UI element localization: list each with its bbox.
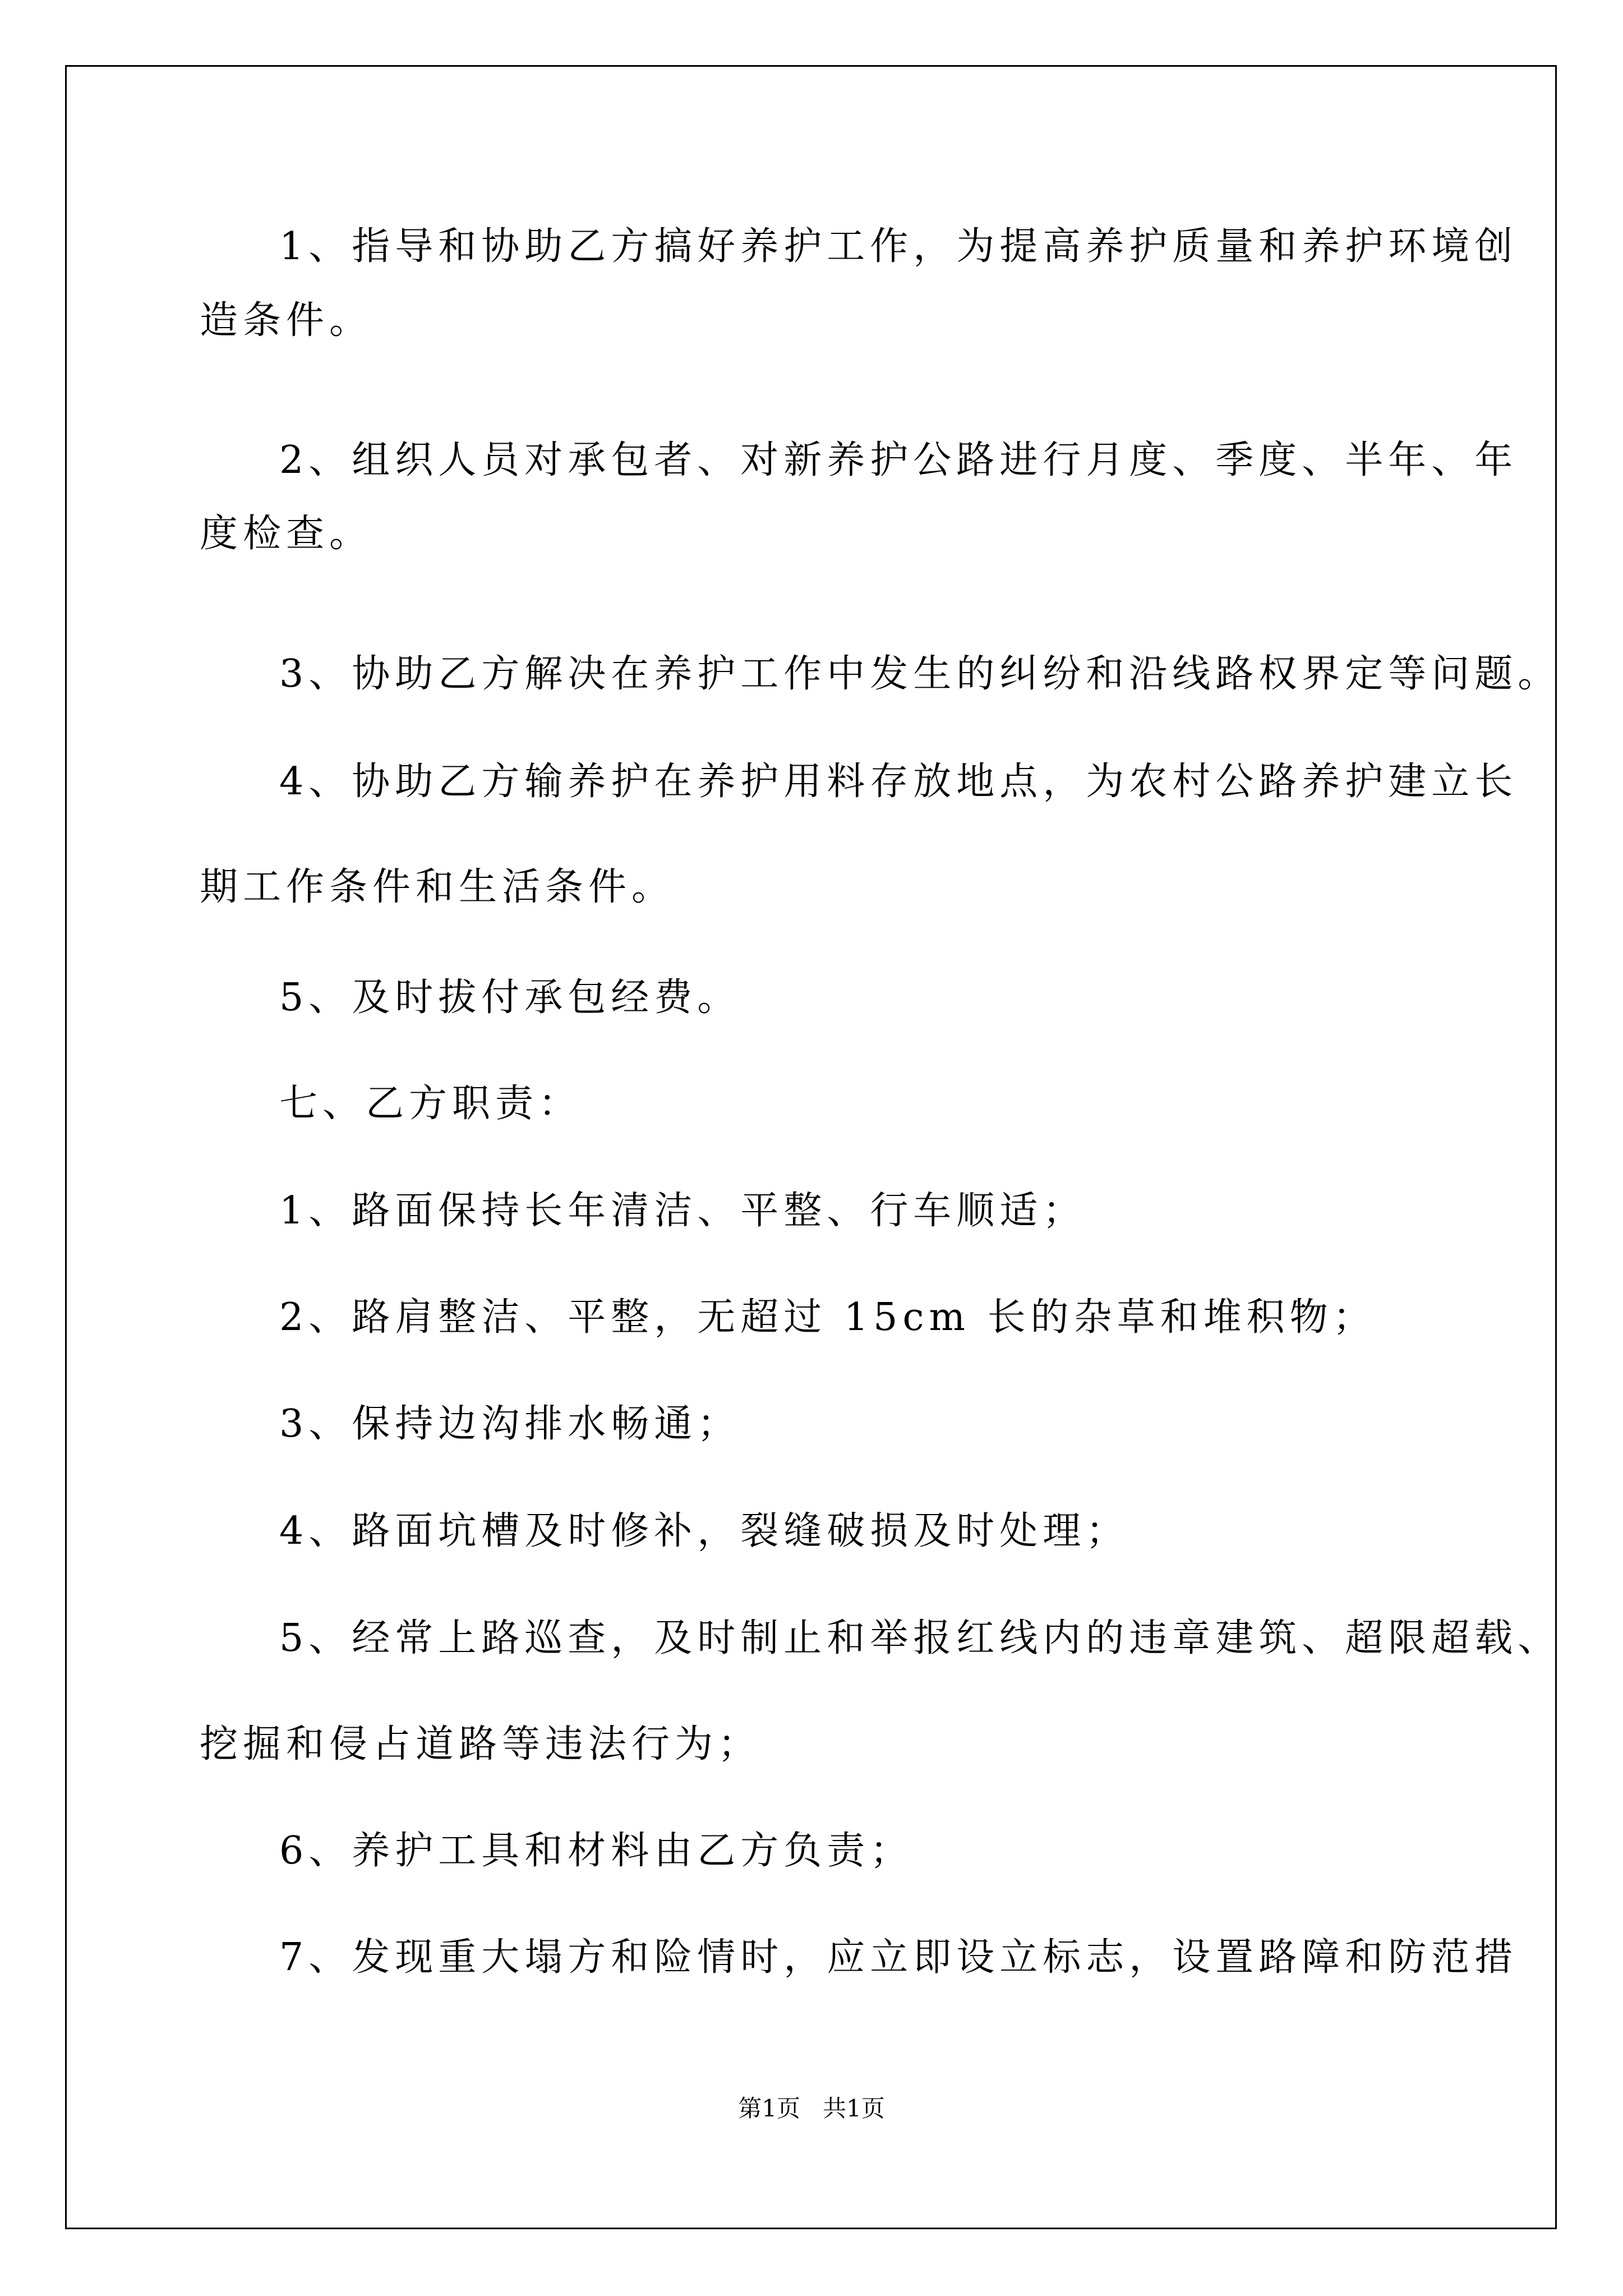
text-line: 6、养护工具和材料由乙方负责； <box>279 1829 914 1873</box>
text-line: 度检查。 <box>200 512 373 556</box>
text-line: 1、指导和协助乙方搞好养护工作，为提高养护质量和养护环境创 <box>279 224 1518 269</box>
text-line: 期工作条件和生活条件。 <box>200 865 675 909</box>
text-line: 4、协助乙方输养护在养护用料存放地点，为农村公路养护建立长 <box>279 760 1518 804</box>
page-number-footer: 第1页 共1页 <box>738 2095 885 2122</box>
text-line: 3、保持边沟排水畅通； <box>279 1402 741 1446</box>
text-line: 5、经常上路巡查，及时制止和举报红线内的违章建筑、超限超载、 <box>279 1616 1561 1660</box>
text-line: 3、协助乙方解决在养护工作中发生的纠纷和沿线路权界定等问题。 <box>279 652 1561 696</box>
text-line: 2、组织人员对承包者、对新养护公路进行月度、季度、半年、年 <box>279 438 1518 482</box>
text-line: 挖掘和侵占道路等违法行为； <box>200 1722 762 1766</box>
section-heading: 七、乙方职责： <box>279 1082 582 1126</box>
text-line: 1、路面保持长年清洁、平整、行车顺适； <box>279 1189 1086 1233</box>
page-border <box>65 65 1561 2229</box>
text-line: 2、路肩整洁、平整，无超过 15cm 长的杂草和堆积物； <box>279 1295 1376 1340</box>
text-line: 造条件。 <box>200 298 373 343</box>
text-line: 5、及时拔付承包经费。 <box>279 976 741 1020</box>
text-line: 4、路面坑槽及时修补，裂缝破损及时处理； <box>279 1509 1129 1553</box>
text-line: 7、发现重大塌方和险情时，应立即设立标志，设置路障和防范措 <box>279 1935 1518 1980</box>
